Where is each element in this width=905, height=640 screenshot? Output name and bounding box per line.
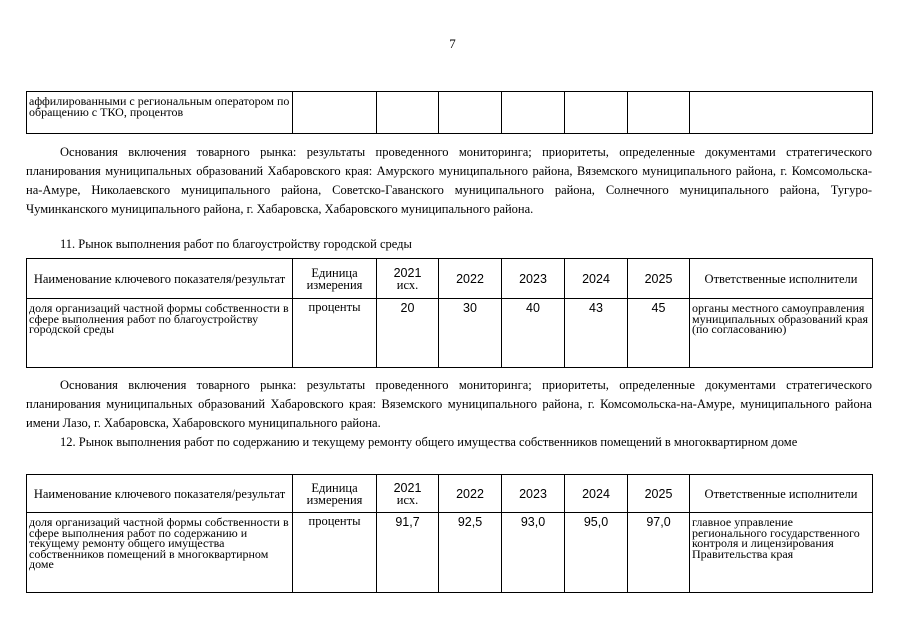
table-row <box>27 299 873 368</box>
header-2021 <box>377 259 439 299</box>
header-2021 <box>377 475 439 513</box>
unit-cell: проценты <box>293 513 377 593</box>
paragraph-basis-1: Основания включения товарного рынка: результаты проведенного мониторинга; приоритеты, определенные документами стратегического планирования муниципальных образований Хабаровского края: Амурского муниципального района, Вяземского муниципального района, г. Комсомольска-на-Амуре, Николаевского муниципального района, Советско-Гаванского муниципального района, Солнечного муниципального района, Тугуро-Чуминканского муниципального района, г. Хабаровска, Хабаровского муниципального района. <box>26 145 872 216</box>
header-indicator: Наименование ключевого показателя/результат <box>27 475 293 513</box>
table-row <box>27 92 873 134</box>
header-2021-year: 2021 <box>393 265 422 280</box>
table-row <box>27 513 873 593</box>
table-section-12 <box>26 474 873 593</box>
value-cell-2024: 43 <box>565 299 628 368</box>
header-2021-note: исх. <box>396 277 419 292</box>
indicator-cell: доля организаций частной формы собственности в сфере выполнения работ по благоустройству городской среды <box>27 299 293 368</box>
header-2024: 2024 <box>565 475 628 513</box>
value-cell-2022: 30 <box>439 299 502 368</box>
value-cell-2024 <box>565 92 628 134</box>
indicator-cell: доля организаций частной формы собственности в сфере выполнения работ по содержанию и текущему ремонту общего имущества собственников помещений в многоквартирном доме <box>27 513 293 593</box>
value-cell-2021: 20 <box>377 299 439 368</box>
indicator-cell: аффилированными с региональным оператором по обращению с ТКО, процентов <box>27 92 293 134</box>
table-continuation <box>26 91 873 134</box>
page-number: 7 <box>449 36 456 51</box>
header-unit: Единица измерения <box>293 475 377 513</box>
header-2022: 2022 <box>439 475 502 513</box>
header-2023: 2023 <box>502 475 565 513</box>
responsible-cell <box>690 92 873 134</box>
responsible-cell: органы местного самоуправления муниципальных образований края (по согласованию) <box>690 299 873 368</box>
table-section-11 <box>26 258 873 368</box>
value-cell-2023: 40 <box>502 299 565 368</box>
header-unit: Единица измерения <box>293 259 377 299</box>
responsible-cell: главное управление регионального государственного контроля и лицензирования Правительства края <box>690 513 873 593</box>
section-heading-12: 12. Рынок выполнения работ по содержанию и текущему ремонту общего имущества собственников помещений в многоквартирном доме <box>60 435 798 449</box>
table-header-row <box>27 475 873 513</box>
value-cell-2023: 93,0 <box>502 513 565 593</box>
value-cell-2025: 97,0 <box>628 513 690 593</box>
value-cell-2023 <box>502 92 565 134</box>
value-cell-2025: 45 <box>628 299 690 368</box>
unit-cell: проценты <box>293 299 377 368</box>
value-cell-2021 <box>377 92 439 134</box>
paragraph-basis-2: Основания включения товарного рынка: результаты проведенного мониторинга; приоритеты, определенные документами стратегического планирования муниципальных образований Хабаровского края: Вяземского муниципального района, г. Комсомольска-на-Амуре, муниципального района имени Лазо, г. Хабаровска, Хабаровского муниципального района. <box>26 378 872 430</box>
header-2021-note: исх. <box>396 492 419 507</box>
value-cell-2022: 92,5 <box>439 513 502 593</box>
header-2024: 2024 <box>565 259 628 299</box>
value-cell-2024: 95,0 <box>565 513 628 593</box>
header-2021-year: 2021 <box>393 480 422 495</box>
value-cell-2025 <box>628 92 690 134</box>
header-2025: 2025 <box>628 475 690 513</box>
header-2023: 2023 <box>502 259 565 299</box>
unit-cell <box>293 92 377 134</box>
header-indicator: Наименование ключевого показателя/результат <box>27 259 293 299</box>
section-heading-11: 11. Рынок выполнения работ по благоустройству городской среды <box>60 237 412 251</box>
value-cell-2021: 91,7 <box>377 513 439 593</box>
header-2025: 2025 <box>628 259 690 299</box>
table-header-row <box>27 259 873 299</box>
header-responsible: Ответственные исполнители <box>690 475 873 513</box>
value-cell-2022 <box>439 92 502 134</box>
header-responsible: Ответственные исполнители <box>690 259 873 299</box>
header-2022: 2022 <box>439 259 502 299</box>
